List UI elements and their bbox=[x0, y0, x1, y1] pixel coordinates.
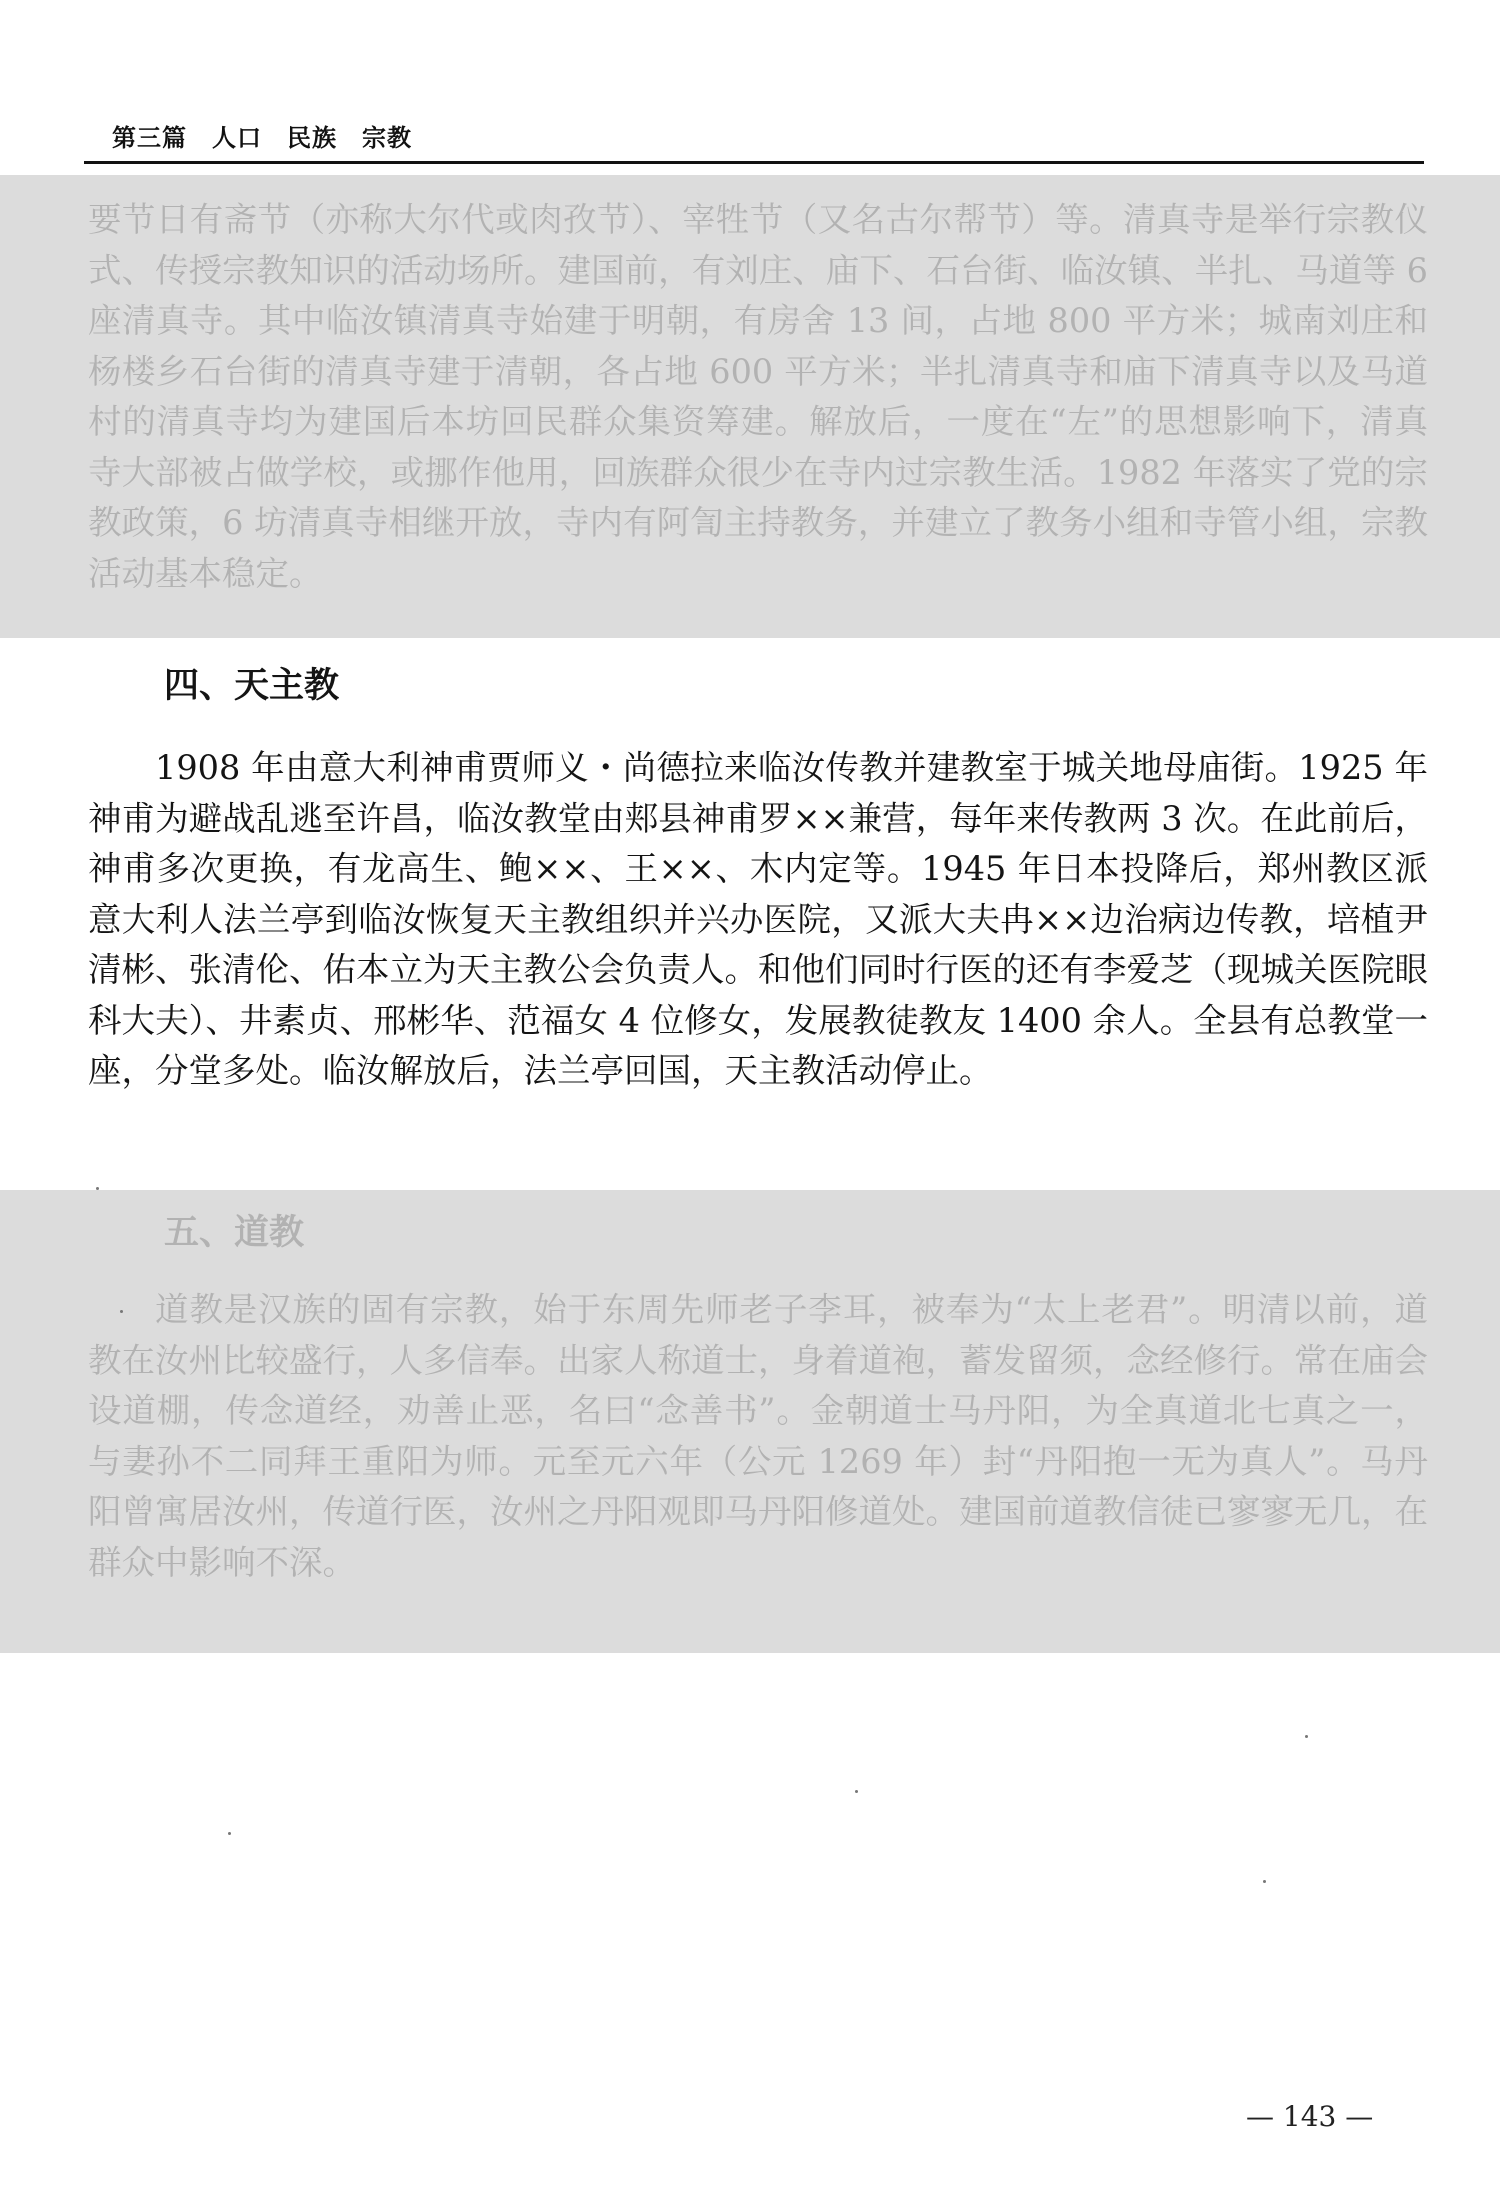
scan-speck bbox=[96, 1187, 99, 1190]
taoism-heading: 五、道教 bbox=[164, 1213, 305, 1253]
catholicism-paragraph: 1908 年由意大利神甫贾师义・尚德拉来临汝传教并建教室于城关地母庙街。1925 年神甫为避战乱逃至许昌，临汝教堂由郏县神甫罗××兼营，每年来传教两 3 次。在此前后，神甫多次更换，有龙高生、鲍××、王××、木内定等。1945 年日本投降后，郑州教区派意大利人法兰亭到临汝恢复天主教组织并兴办医院，又派大夫冉××边治病边传教，培植尹清彬、张清伦、佑本立为天主教公会负责人。和他们同时行医的还有李爱芝（现城关医院眼科大夫）、井素贞、邢彬华、范福女 4 位修女，发展教徒教友 1400 余人。全县有总教堂一座，分堂多处。临汝解放后，法兰亭回国，天主教活动停止。 bbox=[88, 748, 1428, 1090]
running-head: 第三篇 人口 民族 宗教 bbox=[112, 124, 412, 152]
taoism-paragraph: 道教是汉族的固有宗教，始于东周先师老子李耳，被奉为“太上老君”。明清以前，道教在汝州比较盛行，人多信奉。出家人称道士，身着道袍，蓄发留须，念经修行。常在庙会设道棚，传念道经，劝善止恶，名曰“念善书”。金朝道士马丹阳，为全真道北七真之一，与妻孙不二同拜王重阳为师。元至元六年（公元 1269 年）封“丹阳抱一无为真人”。马丹阳曾寓居汝州，传道行医，汝州之丹阳观即马丹阳修道处。建国前道教信徒已寥寥无几，在群众中影响不深。 bbox=[88, 1290, 1428, 1582]
scan-speck bbox=[1305, 1735, 1308, 1738]
header-rule bbox=[84, 161, 1424, 164]
scan-speck bbox=[120, 1310, 123, 1313]
page-number: — 143 — bbox=[1246, 2100, 1374, 2133]
catholicism-heading: 四、天主教 bbox=[164, 666, 340, 706]
scan-speck bbox=[855, 1790, 858, 1793]
scan-speck bbox=[228, 1832, 231, 1835]
scan-speck bbox=[1263, 1880, 1266, 1883]
islam-continued-paragraph: 要节日有斋节（亦称大尔代或肉孜节）、宰牲节（又名古尔帮节）等。清真寺是举行宗教仪式、传授宗教知识的活动场所。建国前，有刘庄、庙下、石台街、临汝镇、半扎、马道等 6 座清真寺。其中临汝镇清真寺始建于明朝，有房舍 13 间，占地 800 平方米；城南刘庄和杨楼乡石台街的清真寺建于清朝，各占地 600 平方米；半扎清真寺和庙下清真寺以及马道村的清真寺均为建国后本坊回民群众集资筹建。解放后，一度在“左”的思想影响下，清真寺大部被占做学校，或挪作他用，回族群众很少在寺内过宗教生活。1982 年落实了党的宗教政策，6 坊清真寺相继开放，寺内有阿訇主持教务，并建立了教务小组和寺管小组，宗教活动基本稳定。 bbox=[88, 200, 1428, 593]
